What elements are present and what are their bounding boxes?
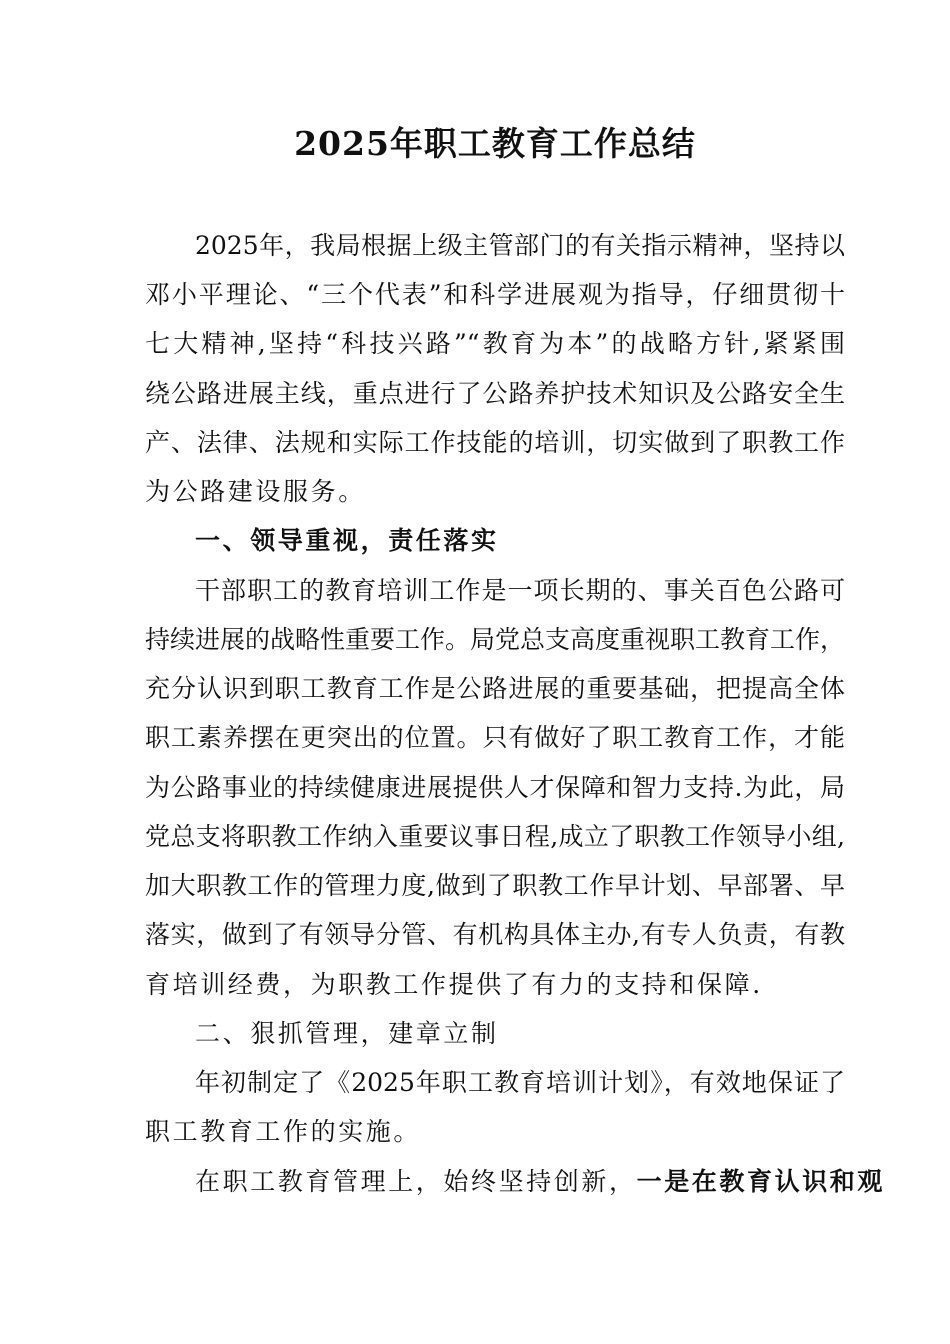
paragraph-line: 职工素养摆在更突出的位置。只有做好了职工教育工作，才能 (145, 723, 845, 752)
section-heading: 一、领导重视，责任落实 (195, 526, 499, 555)
paragraph-line: 七大精神,坚持“科技兴路”“教育为本”的战略方针,紧紧围 (145, 329, 845, 358)
paragraph-line: 持续进展的战略性重要工作。局党总支高度重视职工教育工作， (145, 625, 846, 654)
paragraph-line: 充分认识到职工教育工作是公路进展的重要基础，把提高全体 (145, 674, 845, 703)
paragraph-line: 加大职教工作的管理力度,做到了职教工作早计划、早部署、早 (145, 871, 845, 900)
paragraph-line: 产、法律、法规和实际工作技能的培训，切实做到了职教工作 (145, 428, 845, 457)
paragraph-text: 在职工教育管理上，始终坚持创新， (195, 1167, 637, 1196)
paragraph-line: 职工教育工作的实施。 (145, 1117, 422, 1146)
paragraph-line: 年初制定了《2025年职工教育培训计划》，有效地保证了 (195, 1068, 845, 1097)
paragraph-line: 落实，做到了有领导分管、有机构具体主办,有专人负责，有教 (145, 920, 845, 949)
paragraph-line: 育培训经费，为职教工作提供了有力的支持和保障. (145, 970, 763, 999)
paragraph-line: 邓小平理论、“三个代表”和科学进展观为指导，仔细贯彻十 (145, 280, 845, 309)
paragraph-line: 为公路建设服务。 (145, 477, 366, 506)
paragraph-line: 党总支将职教工作纳入重要议事日程,成立了职教工作领导小组, (145, 822, 845, 851)
paragraph-line: 绕公路进展主线，重点进行了公路养护技术知识及公路安全生 (145, 379, 845, 408)
paragraph-line (195, 1162, 895, 1202)
emphasis-text: 一是在教育认识和观 (636, 1167, 886, 1196)
paragraph-line: 为公路事业的持续健康进展提供人才保障和智力支持.为此，局 (145, 773, 845, 802)
section-heading: 二、狠抓管理，建章立制 (195, 1019, 499, 1048)
paragraph-line: 干部职工的教育培训工作是一项长期的、事关百色公路可 (195, 576, 845, 605)
document-title: 2025年职工教育工作总结 (294, 124, 696, 163)
paragraph-line: 2025年，我局根据上级主管部门的有关指示精神，坚持以 (195, 231, 845, 260)
